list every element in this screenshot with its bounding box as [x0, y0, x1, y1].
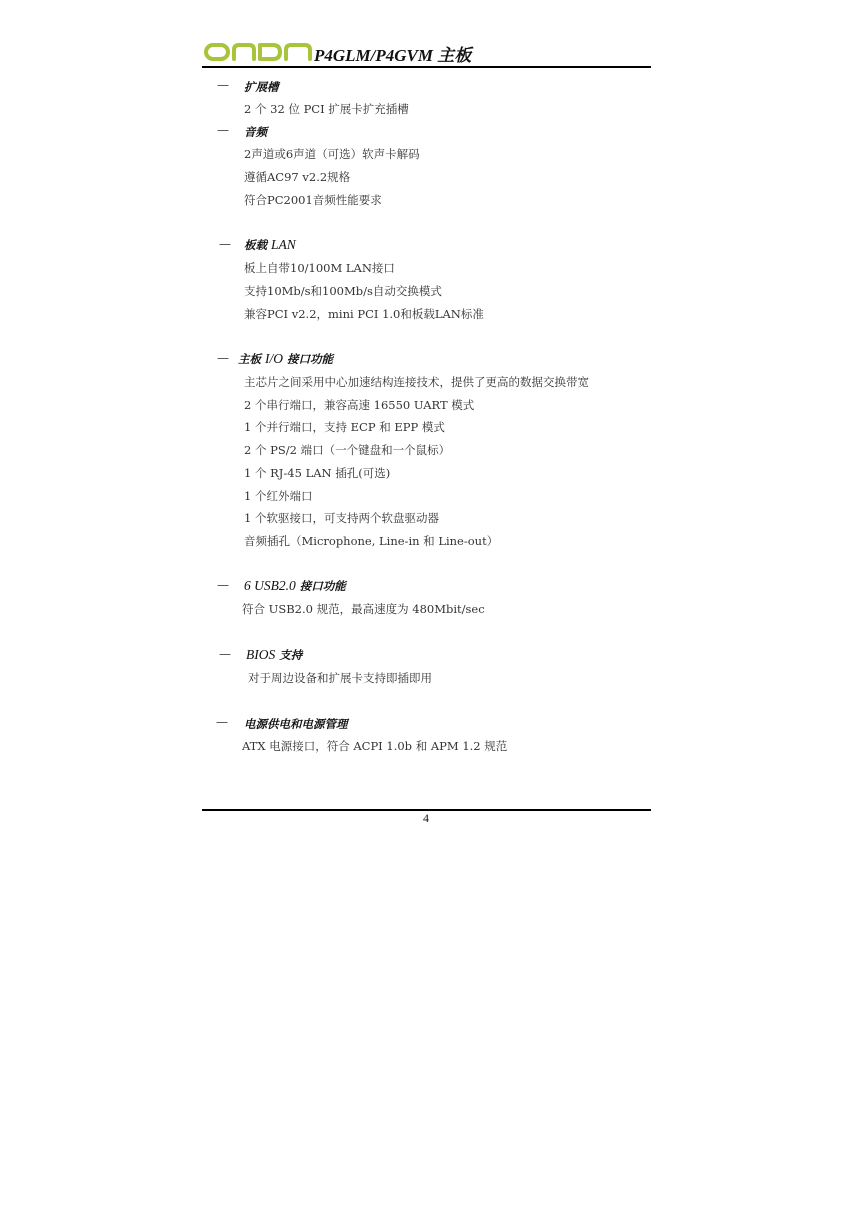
bullet-dash: — [219, 647, 231, 661]
spec-line: 板上自带10/100M LAN接口 [244, 261, 395, 275]
section-title-lan: 板载 LAN [244, 237, 296, 252]
header-rule [202, 66, 651, 68]
section-title-bios: BIOS 支持 [246, 647, 303, 662]
spec-line: 兼容PCI v2.2，mini PCI 1.0和板载LAN标准 [244, 307, 484, 321]
bullet-dash: — [217, 351, 229, 365]
spec-line: 2 个串行端口，兼容高速 16550 UART 模式 [244, 398, 475, 412]
spec-line: 主芯片之间采用中心加速结构连接技术，提供了更高的数据交换带宽 [244, 375, 589, 389]
bullet-dash: — [219, 237, 231, 251]
spec-line: 1 个 RJ-45 LAN 插孔(可选) [244, 466, 391, 480]
page-header [203, 38, 651, 66]
spec-line: 1 个红外端口 [244, 489, 313, 503]
spec-line: 符合 USB2.0 规范，最高速度为 480Mbit/sec [242, 602, 485, 616]
section-title-io: 主板 I/O 接口功能 [238, 351, 334, 366]
spec-line: 1 个软驱接口，可支持两个软盘驱动器 [244, 511, 439, 525]
bullet-dash: — [217, 123, 229, 137]
section-title-expansion: 扩展槽 [244, 80, 279, 94]
spec-line: 支持10Mb/s和100Mb/s自动交换模式 [244, 284, 442, 298]
spec-line: 音频插孔（Microphone, Line-in 和 Line-out） [244, 534, 499, 548]
bullet-dash: — [217, 578, 229, 592]
bullet-dash: — [216, 715, 228, 729]
bullet-dash: — [217, 78, 229, 92]
spec-line: 遵循AC97 v2.2规格 [244, 170, 351, 184]
onda-logo [203, 42, 315, 62]
spec-line: 2 个 PS/2 端口（一个键盘和一个鼠标） [244, 443, 451, 457]
section-title-audio: 音频 [244, 125, 267, 139]
spec-line: 2 个 32 位 PCI 扩展卡扩充插槽 [244, 102, 409, 116]
spec-line: 1 个并行端口，支持 ECP 和 EPP 模式 [244, 420, 445, 434]
page-number: 4 [423, 811, 429, 825]
section-title-power: 电源供电和电源管理 [244, 717, 348, 731]
spec-line: 对于周边设备和扩展卡支持即插即用 [248, 671, 432, 685]
spec-line: 2声道或6声道（可选）软声卡解码 [244, 147, 420, 161]
spec-line: ATX 电源接口，符合 ACPI 1.0b 和 APM 1.2 规范 [242, 739, 508, 753]
section-title-usb: 6 USB2.0 接口功能 [244, 578, 346, 593]
model-title: P4GLM/P4GVM 主板 [314, 46, 472, 65]
spec-line: 符合PC2001音频性能要求 [244, 193, 382, 207]
